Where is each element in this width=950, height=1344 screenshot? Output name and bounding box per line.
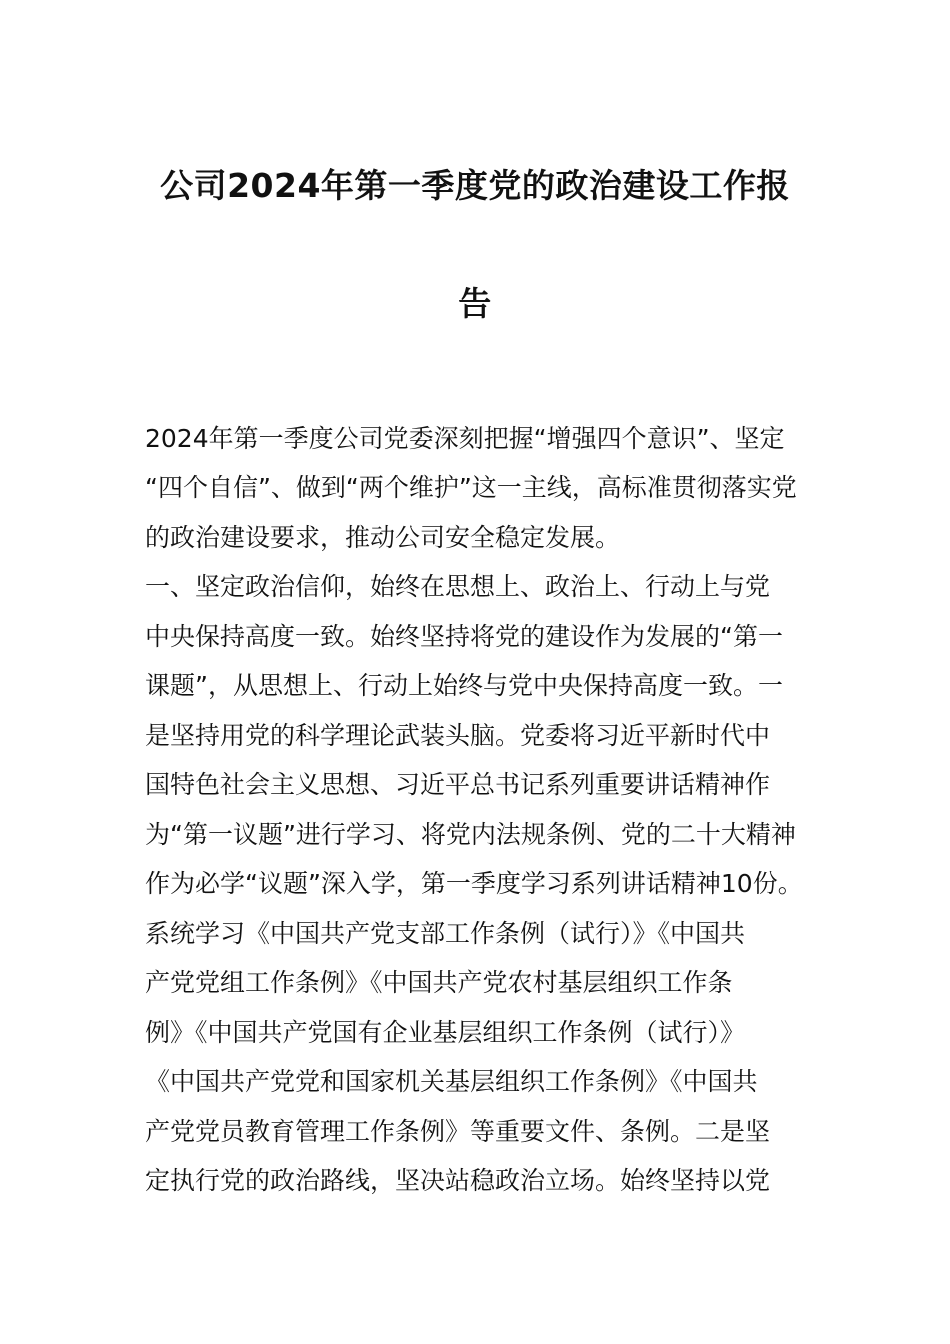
body-line-11: 系统学习《中国共产党支部工作条例（试行）》《中国共 <box>145 919 746 948</box>
body-line-10: 作为必学“议题”深入学，第一季度学习系列讲话精神10份。 <box>145 869 803 898</box>
body-line-3: 的政治建设要求，推动公司安全稳定发展。 <box>145 523 621 552</box>
body-line-6: 课题”，从思想上、行动上始终与党中央保持高度一致。一 <box>145 671 783 700</box>
body-line-12: 产党党组工作条例》《中国共产党农村基层组织工作条 <box>145 968 733 997</box>
body-line-7: 是坚持用党的科学理论武装头脑。党委将习近平新时代中 <box>145 721 771 750</box>
document-title-line-1: 公司2024年第一季度党的政治建设工作报 <box>160 166 790 205</box>
body-line-9: 为“第一议题”进行学习、将党内法规条例、党的二十大精神 <box>145 820 796 849</box>
body-line-15: 产党党员教育管理工作条例》等重要文件、条例。二是坚 <box>145 1117 771 1146</box>
body-line-16: 定执行党的政治路线，坚决站稳政治立场。始终坚持以党 <box>145 1166 771 1195</box>
body-line-5: 中央保持高度一致。始终坚持将党的建设作为发展的“第一 <box>145 622 783 651</box>
body-line-4: 一、坚定政治信仰，始终在思想上、政治上、行动上与党 <box>145 572 771 601</box>
body-line-1: 2024年第一季度公司党委深刻把握“增强四个意识”、坚定 <box>145 424 785 453</box>
body-line-13: 例》《中国共产党国有企业基层组织工作条例（试行）》 <box>145 1018 746 1047</box>
body-line-2: “四个自信”、做到“两个维护”这一主线，高标准贯彻落实党 <box>145 473 797 502</box>
document-title-line-2: 告 <box>458 284 492 323</box>
body-line-8: 国特色社会主义思想、习近平总书记系列重要讲话精神作 <box>145 770 771 799</box>
body-line-14: 《中国共产党党和国家机关基层组织工作条例》《中国共 <box>145 1067 758 1096</box>
